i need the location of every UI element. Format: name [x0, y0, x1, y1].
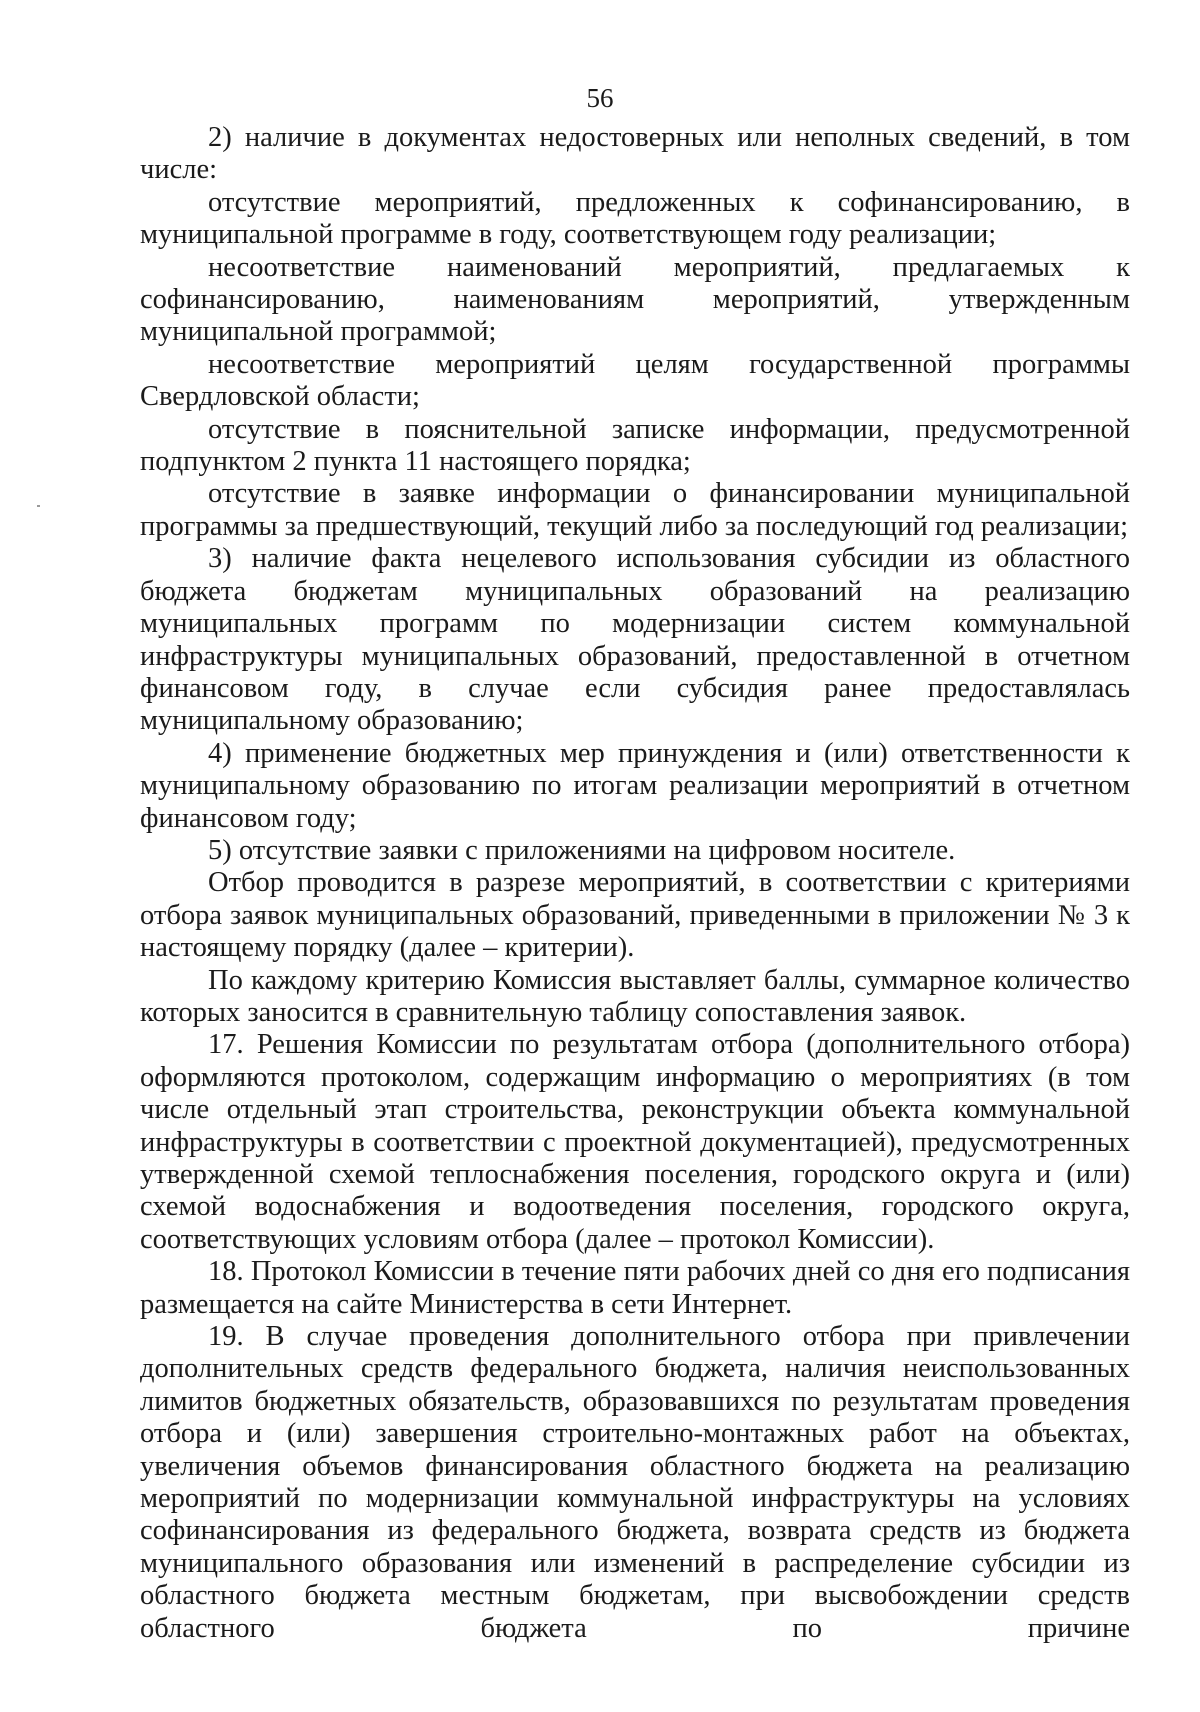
paragraph-name-mismatch: несоответствие наименований мероприятий, предлагаемых к софинансированию, наименованиям мероприятий, утвержденным муниципальной программой;: [140, 251, 1130, 348]
paragraph-goals-mismatch: несоответствие мероприятий целям государственной программы Свердловской области;: [140, 348, 1130, 413]
paragraph-item-3: 3) наличие факта нецелевого использования субсидии из областного бюджета бюджетам муниципальных образований на реализацию муниципальных программ по модернизации систем коммунальной инфраструктуры муниципальных образований, предоставленной в отчетном финансовом году, в случае если субсидия ранее предоставлялась муниципальному образованию;: [140, 543, 1130, 737]
paragraph-explanatory-note: отсутствие в пояснительной записке информации, предусмотренной подпунктом 2 пункта 11 настоящего порядка;: [140, 413, 1130, 478]
paragraph-item-19: 19. В случае проведения дополнительного отбора при привлечении дополнительных средств федерального бюджета, наличия неиспользованных лимитов бюджетных обязательств, образовавшихся по результатам проведения отбора и (или) завершения строительно-монтажных работ на объектах, увеличения объемов финансирования областного бюджета на реализацию мероприятий по модернизации коммунальной инфраструктуры на условиях софинансирования из федерального бюджета, возврата средств из бюджета муниципального образования или изменений в распределение субсидии из областного бюджета местным бюджетам, при высвобождении средств областного бюджета по причине: [140, 1321, 1130, 1644]
paragraph-financing-info: отсутствие в заявке информации о финансировании муниципальной программы за предшествующий, текущий либо за последующий год реализации;: [140, 478, 1130, 542]
paragraph-item-18: 18. Протокол Комиссии в течение пяти рабочих дней со дня его подписания размещается на сайте Министерства в сети Интернет.: [140, 1256, 1130, 1320]
scan-speck: [37, 505, 40, 507]
paragraph-no-measures: отсутствие мероприятий, предложенных к софинансированию, в муниципальной программе в году, соответствующем году реализации;: [140, 186, 1130, 251]
paragraph-item-2: 2) наличие в документах недостоверных или неполных сведений, в том числе:: [140, 122, 1130, 186]
paragraph-item-5: 5) отсутствие заявки с приложениями на цифровом носителе.: [208, 834, 956, 866]
document-body: [140, 122, 1130, 1645]
paragraph-item-4: 4) применение бюджетных мер принуждения и (или) ответственности к муниципальному образованию по итогам реализации мероприятий в отчетном финансовом году;: [140, 737, 1130, 834]
page-number: 56: [586, 83, 614, 113]
paragraph-scoring: По каждому критерию Комиссия выставляет баллы, суммарное количество которых заносится в сравнительную таблицу сопоставления заявок.: [140, 964, 1130, 1028]
paragraph-item-17: 17. Решения Комиссии по результатам отбора (дополнительного отбора) оформляются протоколом, содержащим информацию о мероприятиях (в том числе отдельный этап строительства, реконструкции объекта коммунальной инфраструктуры в соответствии с проектной документацией), предусмотренных утвержденной схемой теплоснабжения поселения, городского округа и (или) схемой водоснабжения и водоотведения поселения, городского округа, соответствующих условиям отбора (далее – протокол Комиссии).: [140, 1029, 1130, 1255]
paragraph-selection-criteria: Отбор проводится в разрезе мероприятий, в соответствии с критериями отбора заявок муниципальных образований, приведенными в приложении № 3 к настоящему порядку (далее – критерии).: [140, 867, 1130, 964]
